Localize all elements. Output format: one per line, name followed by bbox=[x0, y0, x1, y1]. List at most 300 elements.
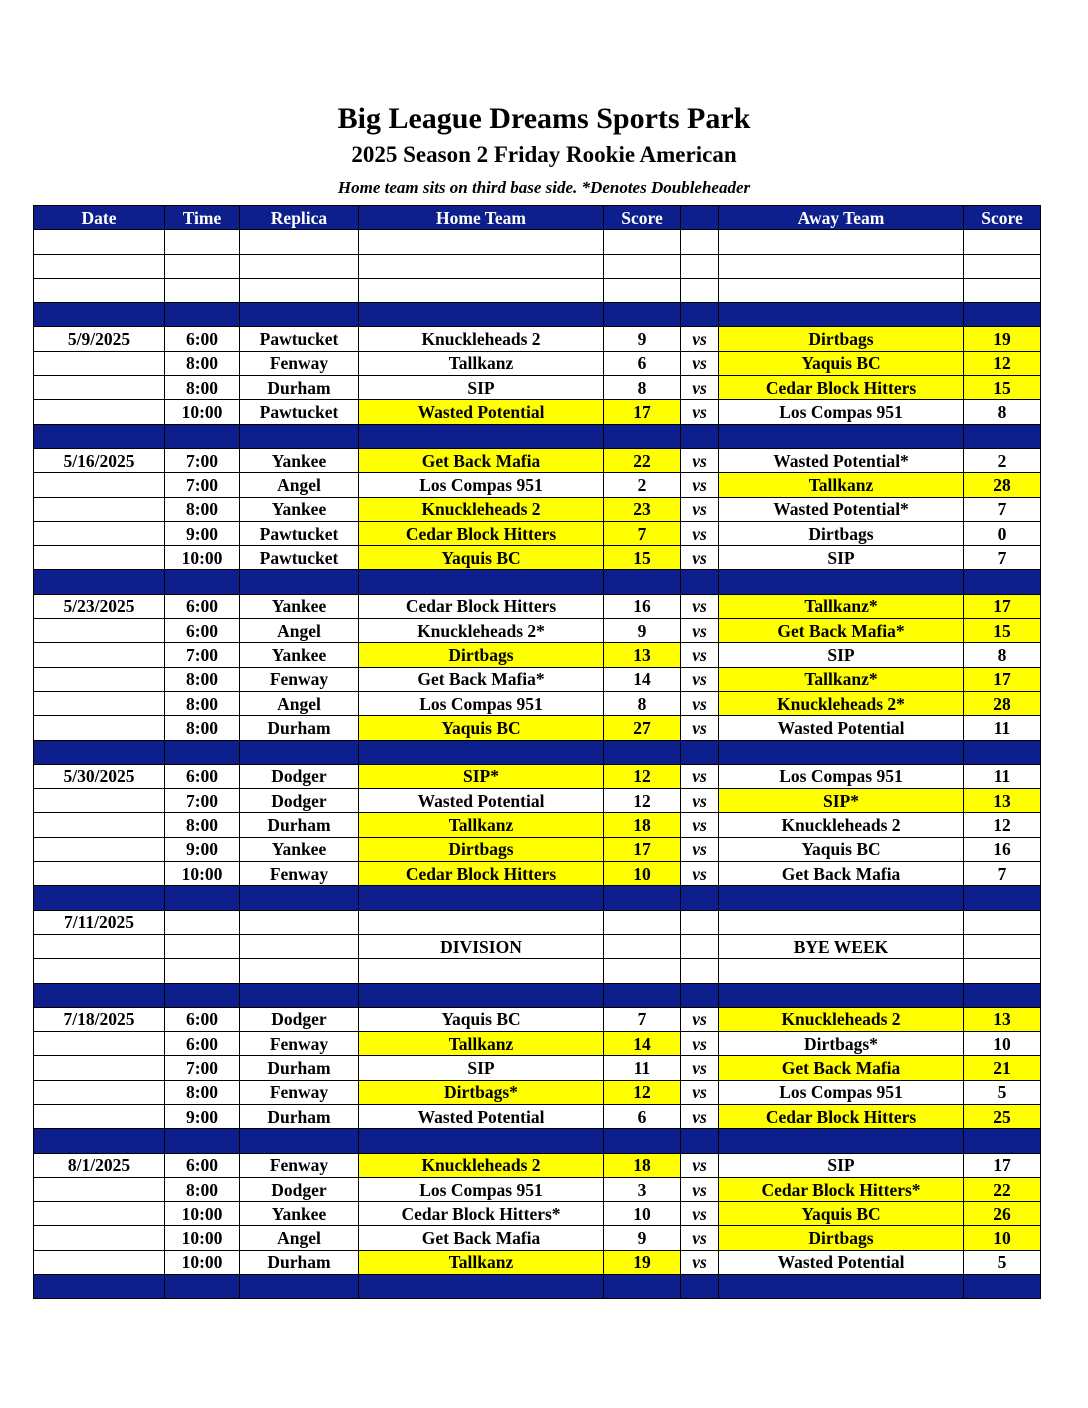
vs-cell: vs bbox=[681, 1177, 719, 1201]
time-cell: 8:00 bbox=[165, 1080, 240, 1104]
away-team-cell: Los Compas 951 bbox=[719, 764, 964, 788]
away-team-cell: Knuckleheads 2* bbox=[719, 691, 964, 715]
date-cell: 5/16/2025 bbox=[34, 448, 165, 472]
home-team-cell: Get Back Mafia bbox=[359, 448, 604, 472]
blank-row bbox=[34, 959, 1041, 983]
home-team-cell: Wasted Potential bbox=[359, 400, 604, 424]
away-team-cell: Dirtbags bbox=[719, 1226, 964, 1250]
separator-cell bbox=[240, 424, 359, 448]
date-separator-row bbox=[34, 303, 1041, 327]
blank-cell bbox=[719, 959, 964, 983]
game-row bbox=[34, 643, 1041, 667]
replica-cell: Pawtucket bbox=[240, 546, 359, 570]
replica-cell: Dodger bbox=[240, 1177, 359, 1201]
separator-cell bbox=[681, 570, 719, 594]
date-cell bbox=[34, 1250, 165, 1274]
home-score-cell: 19 bbox=[604, 1250, 681, 1274]
away-score-cell: 11 bbox=[964, 716, 1041, 740]
separator-cell bbox=[359, 740, 604, 764]
time-cell: 9:00 bbox=[165, 521, 240, 545]
away-score-cell: 17 bbox=[964, 1153, 1041, 1177]
blank-cell bbox=[681, 959, 719, 983]
away-team-cell: SIP* bbox=[719, 789, 964, 813]
game-row bbox=[34, 1226, 1041, 1250]
home-team-cell: Cedar Block Hitters bbox=[359, 521, 604, 545]
separator-cell bbox=[165, 303, 240, 327]
replica-cell: Angel bbox=[240, 473, 359, 497]
time-cell: 8:00 bbox=[165, 691, 240, 715]
separator-cell bbox=[165, 740, 240, 764]
home-score-cell: 14 bbox=[604, 667, 681, 691]
replica-cell: Dodger bbox=[240, 764, 359, 788]
home-team-cell: SIP* bbox=[359, 764, 604, 788]
date-cell bbox=[34, 1056, 165, 1080]
separator-cell bbox=[681, 983, 719, 1007]
away-score-cell: 5 bbox=[964, 1080, 1041, 1104]
separator-cell bbox=[604, 303, 681, 327]
separator-cell bbox=[34, 1275, 165, 1299]
separator-cell bbox=[964, 303, 1041, 327]
replica-cell: Pawtucket bbox=[240, 521, 359, 545]
vs-cell: vs bbox=[681, 789, 719, 813]
away-team-cell: Los Compas 951 bbox=[719, 1080, 964, 1104]
away-team-cell: Dirtbags* bbox=[719, 1032, 964, 1056]
separator-cell bbox=[359, 570, 604, 594]
vs-cell: vs bbox=[681, 691, 719, 715]
separator-cell bbox=[165, 424, 240, 448]
away-score-cell: 26 bbox=[964, 1202, 1041, 1226]
replica-cell: Yankee bbox=[240, 497, 359, 521]
blank-cell bbox=[719, 278, 964, 302]
separator-cell bbox=[604, 740, 681, 764]
home-team-cell: Tallkanz bbox=[359, 1250, 604, 1274]
away-score-cell: 12 bbox=[964, 813, 1041, 837]
home-team-cell: Knuckleheads 2 bbox=[359, 327, 604, 351]
date-cell bbox=[34, 473, 165, 497]
date-cell bbox=[34, 716, 165, 740]
home-score-cell: 7 bbox=[604, 1007, 681, 1031]
separator-cell bbox=[34, 886, 165, 910]
game-row bbox=[34, 862, 1041, 886]
home-team-cell: Knuckleheads 2* bbox=[359, 619, 604, 643]
header-row bbox=[34, 206, 1041, 230]
separator-cell bbox=[359, 983, 604, 1007]
home-score-cell: 10 bbox=[604, 1202, 681, 1226]
home-score-cell: 18 bbox=[604, 1153, 681, 1177]
away-team-cell: Cedar Block Hitters* bbox=[719, 1177, 964, 1201]
away-team-cell: Get Back Mafia bbox=[719, 862, 964, 886]
game-row bbox=[34, 1032, 1041, 1056]
home-score-cell: 9 bbox=[604, 619, 681, 643]
home-team-cell: Tallkanz bbox=[359, 1032, 604, 1056]
home-score-cell: 9 bbox=[604, 1226, 681, 1250]
away-team-cell: Dirtbags bbox=[719, 521, 964, 545]
time-cell: 10:00 bbox=[165, 1250, 240, 1274]
away-team-cell: Knuckleheads 2 bbox=[719, 813, 964, 837]
replica-cell bbox=[240, 910, 359, 934]
col-header-away-team: Away Team bbox=[719, 206, 964, 230]
vs-cell: vs bbox=[681, 1202, 719, 1226]
home-score-cell bbox=[604, 934, 681, 958]
home-team-cell: Dirtbags bbox=[359, 643, 604, 667]
separator-cell bbox=[719, 1275, 964, 1299]
away-team-cell: Dirtbags bbox=[719, 327, 964, 351]
home-score-cell: 23 bbox=[604, 497, 681, 521]
date-cell bbox=[34, 1226, 165, 1250]
date-cell bbox=[34, 497, 165, 521]
separator-cell bbox=[964, 1129, 1041, 1153]
separator-cell bbox=[165, 886, 240, 910]
home-team-cell: Yaquis BC bbox=[359, 546, 604, 570]
home-score-cell: 12 bbox=[604, 764, 681, 788]
separator-cell bbox=[34, 570, 165, 594]
vs-cell: vs bbox=[681, 497, 719, 521]
away-score-cell: 10 bbox=[964, 1032, 1041, 1056]
time-cell: 10:00 bbox=[165, 546, 240, 570]
away-score-cell: 8 bbox=[964, 643, 1041, 667]
away-team-cell: Yaquis BC bbox=[719, 351, 964, 375]
date-separator-row bbox=[34, 983, 1041, 1007]
date-cell: 7/18/2025 bbox=[34, 1007, 165, 1031]
home-team-cell: DIVISION bbox=[359, 934, 604, 958]
away-team-cell: Cedar Block Hitters bbox=[719, 1104, 964, 1128]
away-team-cell: Yaquis BC bbox=[719, 1202, 964, 1226]
replica-cell: Durham bbox=[240, 376, 359, 400]
separator-cell bbox=[34, 740, 165, 764]
separator-cell bbox=[240, 303, 359, 327]
home-score-cell: 6 bbox=[604, 351, 681, 375]
replica-cell: Angel bbox=[240, 1226, 359, 1250]
home-score-cell: 9 bbox=[604, 327, 681, 351]
blank-cell bbox=[34, 254, 165, 278]
game-row bbox=[34, 813, 1041, 837]
away-team-cell: Yaquis BC bbox=[719, 837, 964, 861]
date-cell: 8/1/2025 bbox=[34, 1153, 165, 1177]
away-team-cell: Tallkanz* bbox=[719, 594, 964, 618]
home-team-cell: Dirtbags bbox=[359, 837, 604, 861]
separator-cell bbox=[359, 1275, 604, 1299]
home-team-cell: Cedar Block Hitters* bbox=[359, 1202, 604, 1226]
date-separator-row bbox=[34, 1129, 1041, 1153]
date-cell bbox=[34, 934, 165, 958]
time-cell: 6:00 bbox=[165, 327, 240, 351]
blank-cell bbox=[964, 959, 1041, 983]
time-cell: 8:00 bbox=[165, 497, 240, 521]
replica-cell: Yankee bbox=[240, 837, 359, 861]
away-score-cell: 15 bbox=[964, 376, 1041, 400]
separator-cell bbox=[359, 303, 604, 327]
away-score-cell: 15 bbox=[964, 619, 1041, 643]
date-cell bbox=[34, 1080, 165, 1104]
time-cell bbox=[165, 910, 240, 934]
date-cell bbox=[34, 521, 165, 545]
game-row bbox=[34, 1250, 1041, 1274]
separator-cell bbox=[165, 1129, 240, 1153]
game-row bbox=[34, 764, 1041, 788]
home-team-cell: Yaquis BC bbox=[359, 1007, 604, 1031]
date-cell bbox=[34, 691, 165, 715]
away-score-cell: 7 bbox=[964, 546, 1041, 570]
replica-cell: Yankee bbox=[240, 448, 359, 472]
separator-cell bbox=[240, 740, 359, 764]
away-team-cell: Los Compas 951 bbox=[719, 400, 964, 424]
replica-cell: Fenway bbox=[240, 1032, 359, 1056]
blank-cell bbox=[359, 278, 604, 302]
time-cell: 7:00 bbox=[165, 473, 240, 497]
time-cell: 6:00 bbox=[165, 619, 240, 643]
replica-cell: Durham bbox=[240, 1104, 359, 1128]
replica-cell: Fenway bbox=[240, 862, 359, 886]
time-cell: 6:00 bbox=[165, 1032, 240, 1056]
away-score-cell: 16 bbox=[964, 837, 1041, 861]
separator-cell bbox=[34, 1129, 165, 1153]
away-score-cell: 7 bbox=[964, 497, 1041, 521]
separator-cell bbox=[964, 424, 1041, 448]
replica-cell: Fenway bbox=[240, 1153, 359, 1177]
date-cell bbox=[34, 351, 165, 375]
blank-cell bbox=[681, 254, 719, 278]
time-cell: 6:00 bbox=[165, 1007, 240, 1031]
game-row bbox=[34, 376, 1041, 400]
game-row bbox=[34, 691, 1041, 715]
time-cell: 9:00 bbox=[165, 1104, 240, 1128]
vs-cell: vs bbox=[681, 594, 719, 618]
date-cell bbox=[34, 643, 165, 667]
blank-cell bbox=[165, 278, 240, 302]
separator-cell bbox=[359, 1129, 604, 1153]
away-score-cell: 28 bbox=[964, 473, 1041, 497]
blank-cell bbox=[240, 254, 359, 278]
away-score-cell: 13 bbox=[964, 789, 1041, 813]
replica-cell: Angel bbox=[240, 691, 359, 715]
separator-cell bbox=[359, 424, 604, 448]
vs-cell: vs bbox=[681, 1007, 719, 1031]
game-row bbox=[34, 1202, 1041, 1226]
replica-cell: Dodger bbox=[240, 1007, 359, 1031]
away-team-cell: Wasted Potential bbox=[719, 1250, 964, 1274]
separator-cell bbox=[604, 424, 681, 448]
time-cell bbox=[165, 934, 240, 958]
separator-cell bbox=[719, 740, 964, 764]
separator-cell bbox=[681, 740, 719, 764]
game-row bbox=[34, 1153, 1041, 1177]
separator-cell bbox=[240, 886, 359, 910]
away-score-cell: 10 bbox=[964, 1226, 1041, 1250]
separator-cell bbox=[604, 983, 681, 1007]
game-row bbox=[34, 1104, 1041, 1128]
home-score-cell: 11 bbox=[604, 1056, 681, 1080]
separator-cell bbox=[34, 303, 165, 327]
separator-cell bbox=[719, 303, 964, 327]
game-row bbox=[34, 619, 1041, 643]
vs-cell: vs bbox=[681, 327, 719, 351]
away-score-cell: 17 bbox=[964, 667, 1041, 691]
separator-cell bbox=[240, 1275, 359, 1299]
game-row bbox=[34, 594, 1041, 618]
away-score-cell bbox=[964, 910, 1041, 934]
game-row bbox=[34, 910, 1041, 934]
home-score-cell: 27 bbox=[604, 716, 681, 740]
blank-cell bbox=[604, 959, 681, 983]
game-row bbox=[34, 521, 1041, 545]
date-separator-row bbox=[34, 570, 1041, 594]
separator-cell bbox=[604, 1275, 681, 1299]
vs-cell: vs bbox=[681, 1032, 719, 1056]
away-score-cell: 0 bbox=[964, 521, 1041, 545]
date-cell bbox=[34, 667, 165, 691]
separator-cell bbox=[681, 1275, 719, 1299]
separator-cell bbox=[165, 1275, 240, 1299]
blank-cell bbox=[964, 230, 1041, 254]
replica-cell: Durham bbox=[240, 813, 359, 837]
separator-cell bbox=[359, 886, 604, 910]
separator-cell bbox=[681, 886, 719, 910]
home-score-cell: 2 bbox=[604, 473, 681, 497]
vs-cell: vs bbox=[681, 837, 719, 861]
home-score-cell: 8 bbox=[604, 691, 681, 715]
game-row bbox=[34, 1007, 1041, 1031]
home-team-cell: Get Back Mafia bbox=[359, 1226, 604, 1250]
col-header-replica: Replica bbox=[240, 206, 359, 230]
blank-cell bbox=[359, 254, 604, 278]
game-row bbox=[34, 400, 1041, 424]
replica-cell: Fenway bbox=[240, 667, 359, 691]
separator-cell bbox=[165, 983, 240, 1007]
vs-cell: vs bbox=[681, 1250, 719, 1274]
home-score-cell: 6 bbox=[604, 1104, 681, 1128]
date-cell bbox=[34, 789, 165, 813]
blank-cell bbox=[604, 254, 681, 278]
away-team-cell: SIP bbox=[719, 546, 964, 570]
home-score-cell: 10 bbox=[604, 862, 681, 886]
vs-cell: vs bbox=[681, 643, 719, 667]
vs-cell: vs bbox=[681, 473, 719, 497]
blank-cell bbox=[719, 254, 964, 278]
game-row bbox=[34, 1056, 1041, 1080]
separator-cell bbox=[719, 983, 964, 1007]
blank-cell bbox=[604, 278, 681, 302]
game-row bbox=[34, 448, 1041, 472]
game-row bbox=[34, 473, 1041, 497]
vs-cell bbox=[681, 910, 719, 934]
home-team-cell: Cedar Block Hitters bbox=[359, 862, 604, 886]
time-cell: 10:00 bbox=[165, 1226, 240, 1250]
game-row bbox=[34, 1177, 1041, 1201]
home-team-cell: SIP bbox=[359, 1056, 604, 1080]
away-score-cell bbox=[964, 934, 1041, 958]
separator-cell bbox=[681, 1129, 719, 1153]
separator-cell bbox=[165, 570, 240, 594]
blank-cell bbox=[964, 254, 1041, 278]
time-cell: 6:00 bbox=[165, 1153, 240, 1177]
blank-cell bbox=[681, 230, 719, 254]
blank-cell bbox=[240, 230, 359, 254]
col-header-vs bbox=[681, 206, 719, 230]
date-cell: 5/30/2025 bbox=[34, 764, 165, 788]
vs-cell: vs bbox=[681, 1226, 719, 1250]
time-cell: 6:00 bbox=[165, 764, 240, 788]
away-score-cell: 17 bbox=[964, 594, 1041, 618]
replica-cell: Fenway bbox=[240, 351, 359, 375]
away-team-cell: BYE WEEK bbox=[719, 934, 964, 958]
away-score-cell: 11 bbox=[964, 764, 1041, 788]
game-row bbox=[34, 497, 1041, 521]
time-cell: 7:00 bbox=[165, 1056, 240, 1080]
home-team-cell: Knuckleheads 2 bbox=[359, 497, 604, 521]
separator-cell bbox=[240, 570, 359, 594]
vs-cell: vs bbox=[681, 1104, 719, 1128]
home-team-cell: Los Compas 951 bbox=[359, 473, 604, 497]
game-row bbox=[34, 351, 1041, 375]
blank-cell bbox=[681, 278, 719, 302]
date-cell: 5/9/2025 bbox=[34, 327, 165, 351]
replica-cell: Pawtucket bbox=[240, 327, 359, 351]
separator-cell bbox=[719, 424, 964, 448]
home-team-cell bbox=[359, 910, 604, 934]
home-score-cell: 12 bbox=[604, 789, 681, 813]
date-cell bbox=[34, 1177, 165, 1201]
date-cell bbox=[34, 1104, 165, 1128]
separator-cell bbox=[604, 570, 681, 594]
home-score-cell: 16 bbox=[604, 594, 681, 618]
away-score-cell: 2 bbox=[964, 448, 1041, 472]
vs-cell: vs bbox=[681, 764, 719, 788]
home-team-cell: Dirtbags* bbox=[359, 1080, 604, 1104]
game-row bbox=[34, 1080, 1041, 1104]
date-cell bbox=[34, 619, 165, 643]
blank-cell bbox=[165, 230, 240, 254]
date-cell bbox=[34, 862, 165, 886]
col-header-away-score: Score bbox=[964, 206, 1041, 230]
blank-row bbox=[34, 278, 1041, 302]
away-team-cell bbox=[719, 910, 964, 934]
home-score-cell: 3 bbox=[604, 1177, 681, 1201]
away-score-cell: 12 bbox=[964, 351, 1041, 375]
separator-cell bbox=[719, 570, 964, 594]
separator-cell bbox=[604, 886, 681, 910]
home-team-cell: Wasted Potential bbox=[359, 1104, 604, 1128]
vs-cell: vs bbox=[681, 1153, 719, 1177]
time-cell: 10:00 bbox=[165, 862, 240, 886]
separator-cell bbox=[34, 983, 165, 1007]
vs-cell: vs bbox=[681, 667, 719, 691]
separator-cell bbox=[964, 983, 1041, 1007]
home-team-cell: Cedar Block Hitters bbox=[359, 594, 604, 618]
away-score-cell: 8 bbox=[964, 400, 1041, 424]
home-team-cell: Tallkanz bbox=[359, 813, 604, 837]
away-team-cell: Tallkanz bbox=[719, 473, 964, 497]
away-score-cell: 21 bbox=[964, 1056, 1041, 1080]
away-team-cell: Get Back Mafia* bbox=[719, 619, 964, 643]
game-row bbox=[34, 327, 1041, 351]
separator-cell bbox=[719, 1129, 964, 1153]
game-row bbox=[34, 789, 1041, 813]
time-cell: 7:00 bbox=[165, 448, 240, 472]
date-cell bbox=[34, 546, 165, 570]
blank-cell bbox=[34, 959, 165, 983]
date-cell bbox=[34, 1202, 165, 1226]
home-score-cell bbox=[604, 910, 681, 934]
home-score-cell: 13 bbox=[604, 643, 681, 667]
home-team-cell: Knuckleheads 2 bbox=[359, 1153, 604, 1177]
home-score-cell: 14 bbox=[604, 1032, 681, 1056]
game-row bbox=[34, 934, 1041, 958]
replica-cell: Yankee bbox=[240, 643, 359, 667]
date-cell bbox=[34, 1032, 165, 1056]
replica-cell: Fenway bbox=[240, 1080, 359, 1104]
blank-row bbox=[34, 230, 1041, 254]
replica-cell: Dodger bbox=[240, 789, 359, 813]
